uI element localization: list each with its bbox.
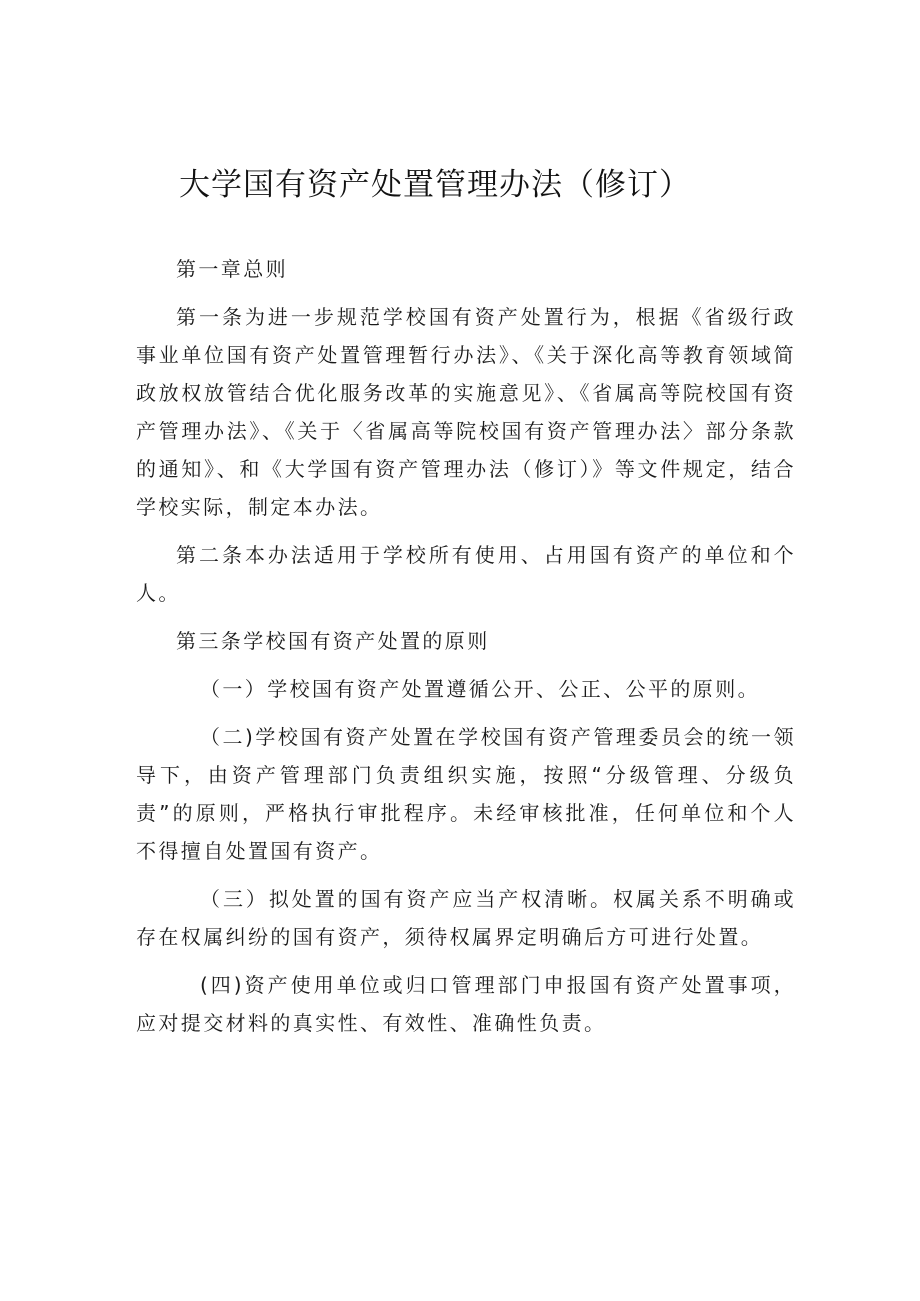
principle-4-paragraph: (四)资产使用单位或归口管理部门申报国有资产处置事项，应对提交材料的真实性、有效性、准确性负责。 [136,973,796,1035]
chapter-heading: 第一章总则 [176,257,288,281]
article-3-heading: 第三条学校国有资产处置的原则 [176,629,490,653]
document-body [136,250,796,1052]
article-2-paragraph: 第二条本办法适用于学校所有使用、占用国有资产的单位和个人。 [136,543,796,605]
document-title: 大学国有资产处置管理办法（修订） [179,167,691,203]
article-1-paragraph: 第一条为进一步规范学校国有资产处置行为，根据《省级行政事业单位国有资产处置管理暂行办法》、《关于深化高等教育领域简政放权放管结合优化服务改革的实施意见》、《省属高等院校国有资产管理办法》、《关于〈省属高等院校国有资产管理办法〉部分条款的通知》、和《大学国有资产管理办法（修订）》等文件规定，结合学校实际，制定本办法。 [136,305,796,519]
principle-2-paragraph: （二)学校国有资产处置在学校国有资产管理委员会的统一领导下，由资产管理部门负责组织实施，按照“分级管理、分级负责”的原则，严格执行审批程序。未经审核批准，任何单位和个人不得擅自处置国有资产。 [136,725,796,863]
principle-1-paragraph: （一）学校国有资产处置遵循公开、公正、公平的原则。 [200,677,760,701]
principle-3-paragraph: （三）拟处置的国有资产应当产权清晰。权属关系不明确或存在权属纠纷的国有资产，须待权属界定明确后方可进行处置。 [136,887,796,949]
